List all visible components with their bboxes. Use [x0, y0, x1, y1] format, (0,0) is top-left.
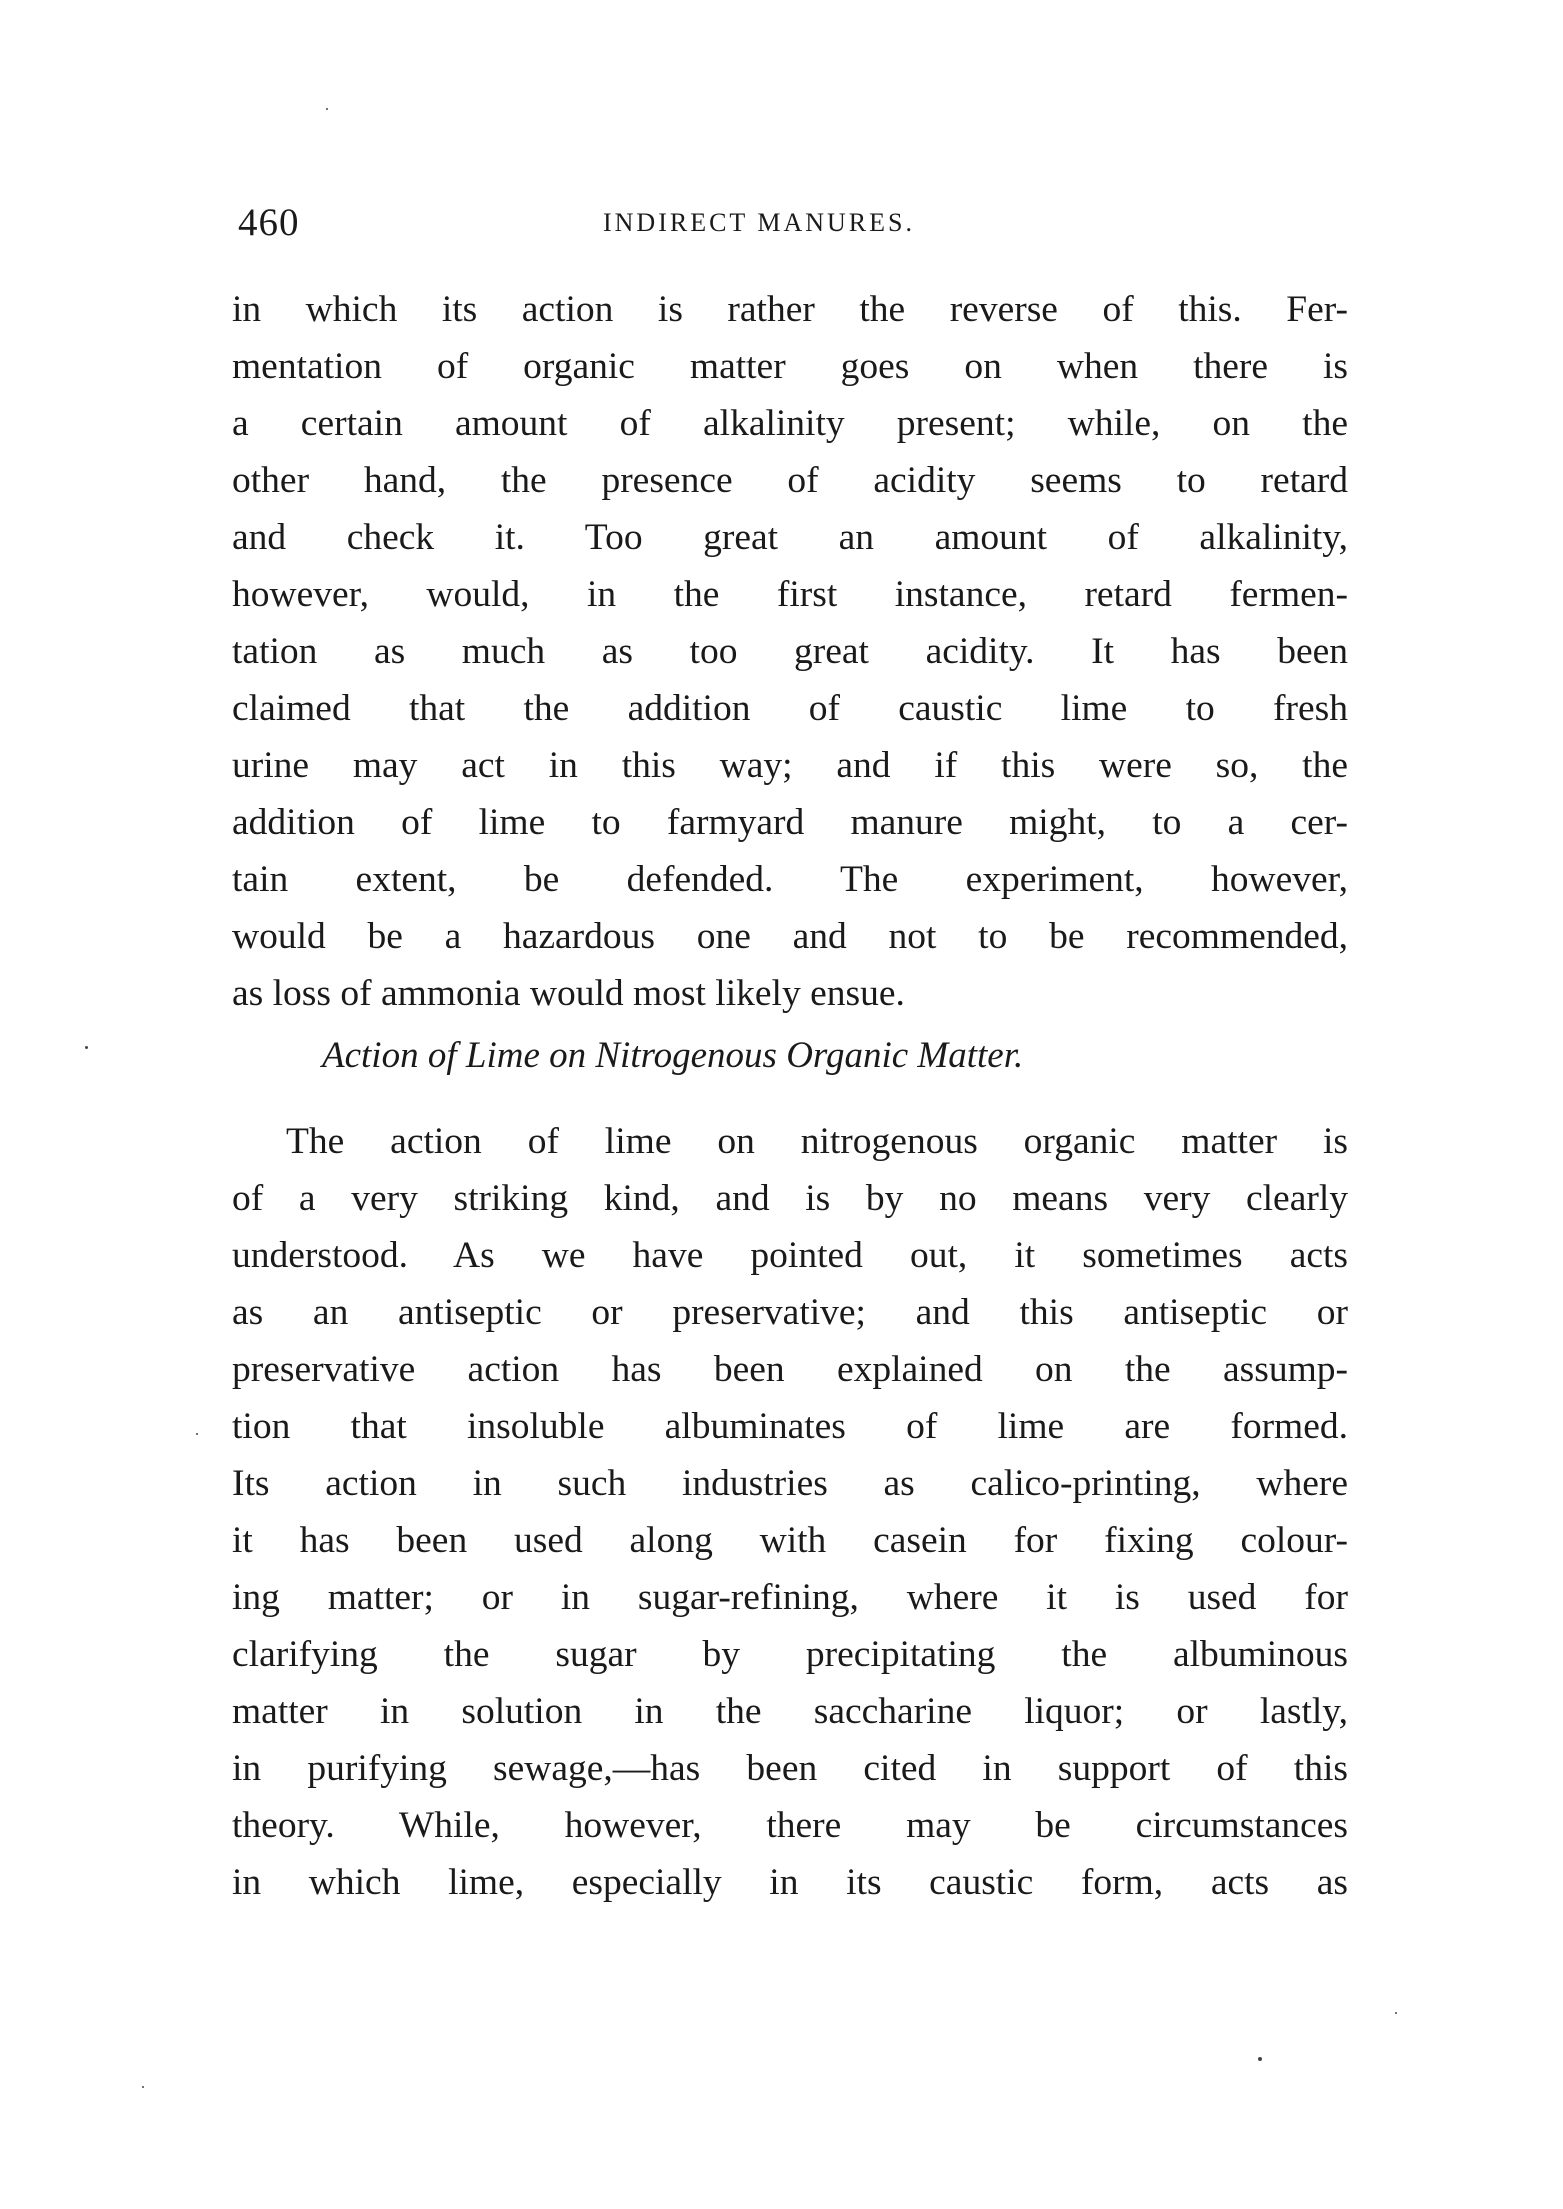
- text-line: tation as much as too great acidity. It has been: [232, 631, 1348, 672]
- text-line: Its action in such industries as calico-printing, where: [232, 1463, 1348, 1504]
- text-line: The action of lime on nitrogenous organic matter is: [286, 1121, 1348, 1162]
- text-line: in purifying sewage,—has been cited in support of this: [232, 1748, 1348, 1789]
- text-line: it has been used along with casein for fixing colour-: [232, 1520, 1348, 1561]
- scan-speck: [85, 1046, 88, 1049]
- text-line: a certain amount of alkalinity present; while, on the: [232, 403, 1348, 444]
- text-line: preservative action has been explained on the assump-: [232, 1349, 1348, 1390]
- text-line: understood. As we have pointed out, it sometimes acts: [232, 1235, 1348, 1276]
- scan-speck: [326, 108, 328, 110]
- text-line: other hand, the presence of acidity seems to retard: [232, 460, 1348, 501]
- scan-speck: [196, 1433, 198, 1435]
- text-line: addition of lime to farmyard manure might, to a cer-: [232, 802, 1348, 843]
- scan-speck: [1258, 2057, 1262, 2061]
- text-line: matter in solution in the saccharine liquor; or lastly,: [232, 1691, 1348, 1732]
- text-line: claimed that the addition of caustic lime to fresh: [232, 688, 1348, 729]
- scan-speck: [142, 2086, 144, 2088]
- text-line: in which its action is rather the reverse of this. Fer-: [232, 289, 1348, 330]
- text-line: urine may act in this way; and if this were so, the: [232, 745, 1348, 786]
- running-head: INDIRECT MANURES.: [603, 208, 915, 237]
- page-header: [238, 200, 1338, 250]
- text-line: mentation of organic matter goes on when there is: [232, 346, 1348, 387]
- text-line: of a very striking kind, and is by no means very clearly: [232, 1178, 1348, 1219]
- text-line: as an antiseptic or preservative; and this antiseptic or: [232, 1292, 1348, 1333]
- text-line: ing matter; or in sugar-refining, where it is used for: [232, 1577, 1348, 1618]
- text-line: would be a hazardous one and not to be recommended,: [232, 916, 1348, 957]
- text-line: however, would, in the first instance, retard fermen-: [232, 574, 1348, 615]
- section-heading: Action of Lime on Nitrogenous Organic Matter.: [322, 1035, 1024, 1076]
- text-line: in which lime, especially in its caustic form, acts as: [232, 1862, 1348, 1903]
- text-line: tion that insoluble albuminates of lime are formed.: [232, 1406, 1348, 1447]
- scan-speck: [1395, 2012, 1397, 2014]
- paragraph-2: [232, 1113, 1348, 1911]
- text-line: theory. While, however, there may be circumstances: [232, 1805, 1348, 1846]
- text-line: clarifying the sugar by precipitating the albuminous: [232, 1634, 1348, 1675]
- paragraph-1: [232, 281, 1348, 1022]
- text-line: tain extent, be defended. The experiment, however,: [232, 859, 1348, 900]
- page-number: 460: [238, 201, 300, 244]
- text-line: as loss of ammonia would most likely ensue.: [232, 973, 905, 1014]
- text-line: and check it. Too great an amount of alkalinity,: [232, 517, 1348, 558]
